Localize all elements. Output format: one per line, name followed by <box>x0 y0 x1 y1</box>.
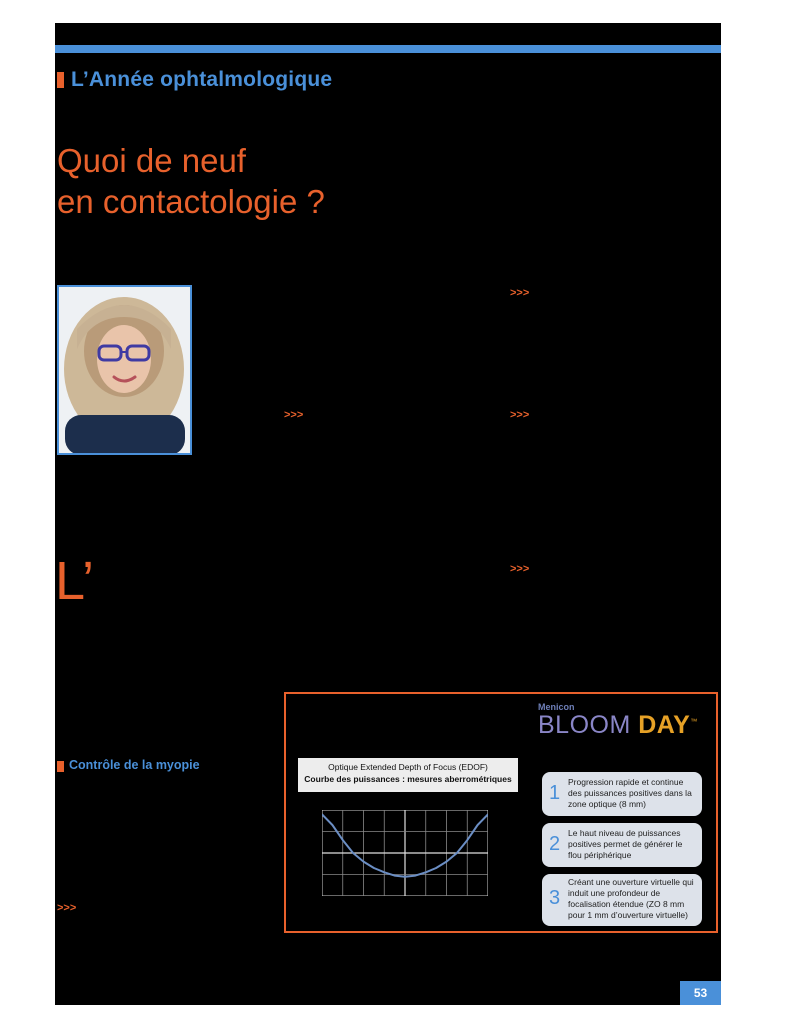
drop-cap: L’ <box>55 551 95 611</box>
continuation-arrow: >>> <box>284 409 304 421</box>
callout-text: Le haut niveau de puissances positives permet de générer le flou périphérique <box>568 828 683 860</box>
callout-text: Progression rapide et continue des puissances positives dans la zone optique (8 mm) <box>568 777 692 809</box>
callout-1 <box>542 772 702 816</box>
brand-trademark: ™ <box>690 718 698 726</box>
article-headline <box>57 140 325 222</box>
chart-title: Optique Extended Depth of Focus (EDOF) <box>328 762 488 772</box>
author-portrait <box>57 285 192 455</box>
header-rule <box>55 45 721 53</box>
subheading-marker <box>57 761 64 772</box>
callout-number: 3 <box>549 887 561 909</box>
journal-page <box>55 23 721 1005</box>
callout-3 <box>542 874 702 926</box>
section-title: L’Année ophtalmologique <box>71 68 333 91</box>
brand-name <box>538 711 698 740</box>
bloom-day-logo <box>538 702 700 742</box>
headline-line-2: en contactologie ? <box>57 183 325 220</box>
continuation-arrow: >>> <box>510 409 530 421</box>
page-number: 53 <box>680 981 721 1005</box>
callout-number: 2 <box>549 833 561 855</box>
continuation-arrow: >>> <box>510 287 530 299</box>
chart-caption <box>298 758 518 792</box>
continuation-arrow: >>> <box>57 902 77 914</box>
callout-2 <box>542 823 702 867</box>
continuation-arrow: >>> <box>510 563 530 575</box>
subheading-myopia-control: Contrôle de la myopie <box>69 758 200 772</box>
brand-bloom: BLOOM <box>538 711 631 739</box>
callout-text: Créant une ouverture virtuelle qui induit une profondeur de focalisation étendue (ZO 8 mm pour 1 mm d’ouverture virtuelle) <box>568 877 694 920</box>
power-curve-chart <box>322 810 488 896</box>
edof-figure <box>284 692 718 933</box>
chart-subtitle: Courbe des puissances : mesures aberrométriques <box>304 774 512 784</box>
brand-maker: Menicon <box>538 702 575 712</box>
brand-day: DAY <box>638 711 691 739</box>
callout-number: 1 <box>549 782 561 804</box>
headline-line-1: Quoi de neuf <box>57 142 246 179</box>
section-marker <box>57 72 64 88</box>
author-photo <box>59 287 190 453</box>
